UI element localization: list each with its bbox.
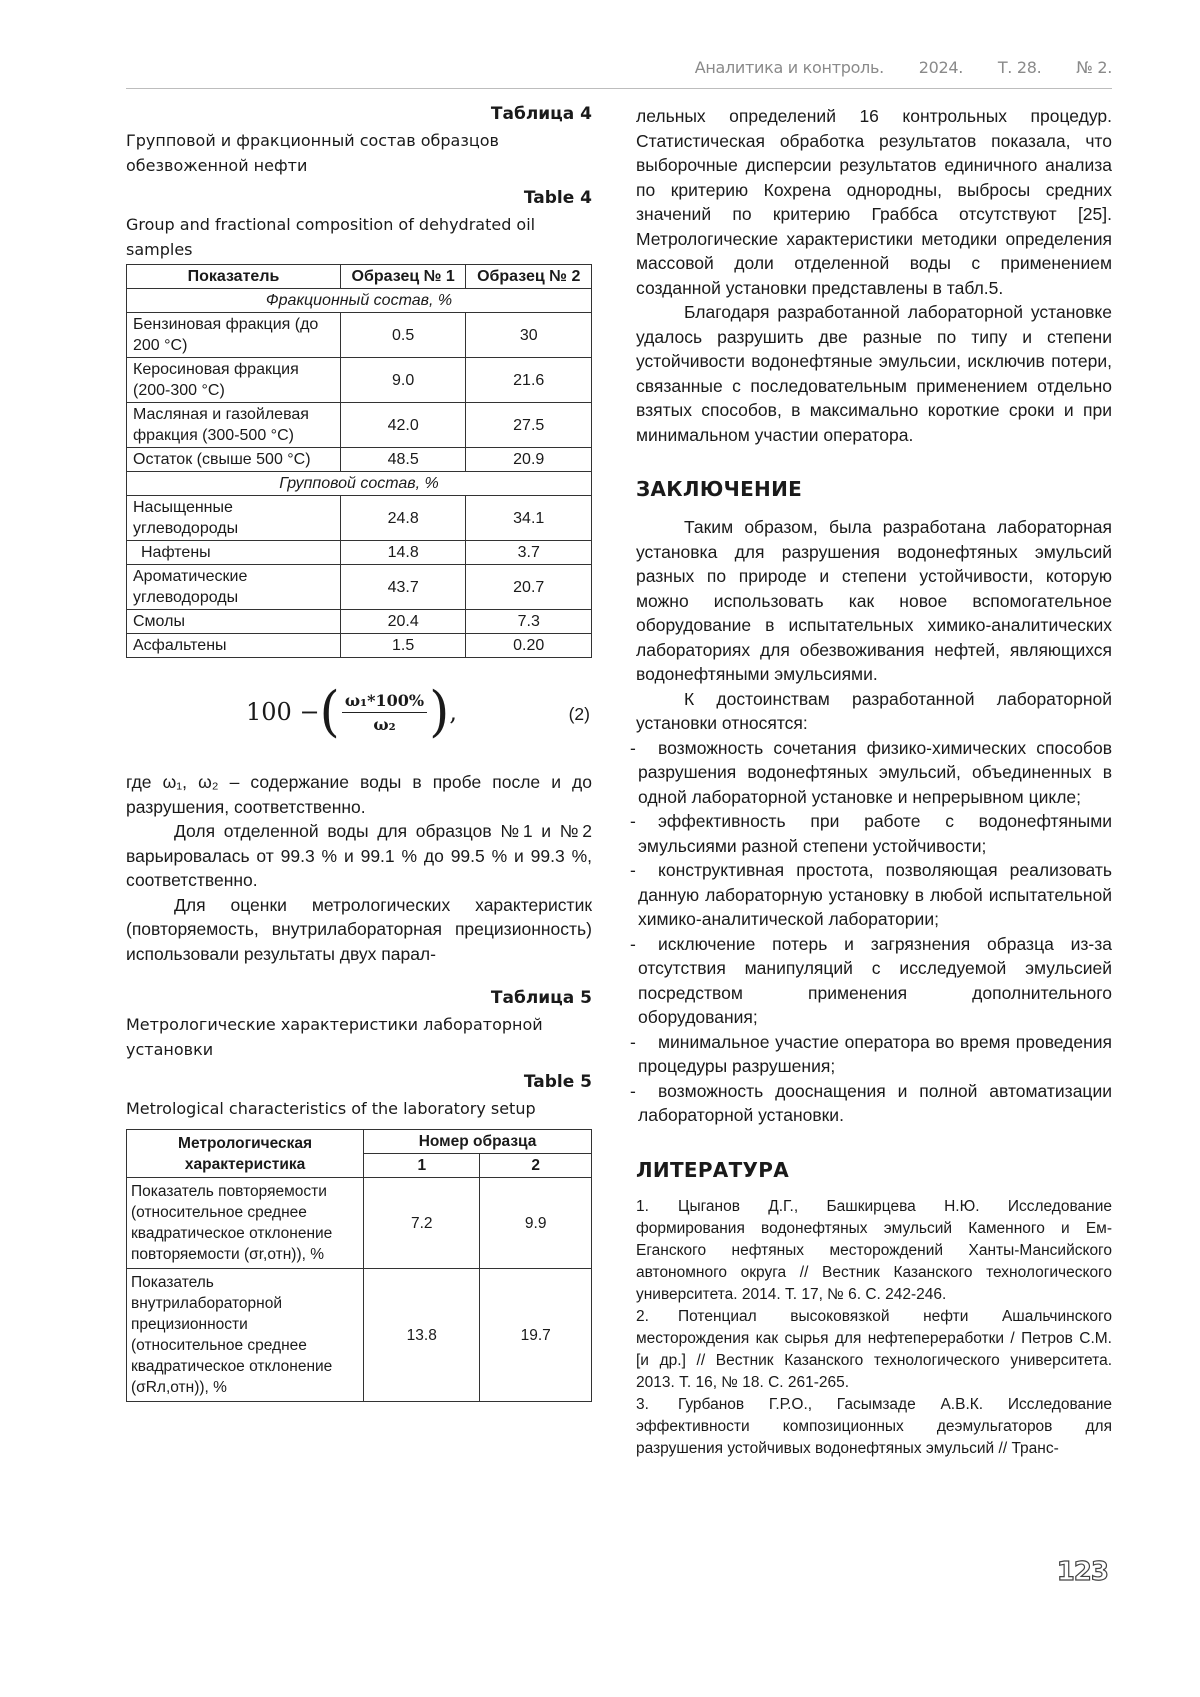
table-row [127,313,592,358]
formula-fraction [342,691,427,734]
table4 [126,264,592,658]
list-item: - эффективность при работе с водонефтяными эмульсиями разной степени устойчивости; [636,809,1112,858]
table5-header-col1: 1 [364,1154,480,1178]
cell-sample2: 3.7 [466,541,592,565]
table-row [127,634,592,658]
table5-caption-ru: Метрологические характеристики лабораторной установки [126,1015,543,1059]
row-label: Бензиновая фракция (до 200 °С) [127,313,341,358]
row-label: Остаток (свыше 500 °С) [127,448,341,472]
table4-group-heading: Групповой состав, % [127,472,592,496]
reference-item: 1. Цыганов Д.Г., Башкирцева Н.Ю. Исследование формирования водонефтяных эмульсий Каменного и Ем-Еганского нефтяных месторождений Ханты-Мансийского автономного округа // Вестник Казанского технологического университета. 2014. Т. 17, № 6. С. 242-246. [636,1197,1112,1303]
cell-sample1: 24.8 [340,496,466,541]
paragraph: К достоинствам разработанной лабораторной установки относятся: [636,688,1112,733]
cell-sample1: 7.2 [364,1178,480,1269]
cell-sample2: 0.20 [466,634,592,658]
references-list [636,1196,1112,1460]
left-column [126,104,592,1402]
journal-volume: Т. 28. [997,58,1042,77]
running-header [126,58,1112,89]
cell-sample1: 0.5 [340,313,466,358]
journal-year: 2024. [918,58,964,77]
list-item: - конструктивная простота, позволяющая реализовать данную лабораторную установку в любой испытательной химико-аналитической лаборатории; [636,858,1112,932]
paragraph: где ω₁, ω₂ – содержание воды в пробе после и до разрушения, соответственно. [126,772,592,817]
table-row [127,358,592,403]
cell-sample2: 20.7 [466,565,592,610]
row-label: Асфальтены [127,634,341,658]
table5-header-characteristic: Метрологическая характеристика [127,1130,364,1178]
cell-sample1: 20.4 [340,610,466,634]
journal-issue: № 2. [1076,58,1112,77]
cell-sample1: 48.5 [340,448,466,472]
table4-number-en: Table 4 [523,188,592,208]
table-row [127,403,592,448]
paragraph: Благодаря разработанной лабораторной установке удалось разрушить две разные по типу и степени устойчивости водонефтяные эмульсии, исключив потери, связанные с последовательным применением отдельно взятых способов, в максимально короткие сроки и при минимальном участии оператора. [636,302,1112,445]
paragraph: Доля отделенной воды для образцов №1 и №2 варьировалась от 99.3 % и 99.1 % до 99.5 % и 99.3 %, соответственно. [126,821,592,890]
table4-caption-en: Group and fractional composition of dehydrated oil samples [126,215,536,259]
cell-sample2: 21.6 [466,358,592,403]
table-row [127,496,592,541]
list-item: - минимальное участие оператора во время проведения процедуры разрушения; [636,1030,1112,1079]
table4-header-row [127,265,592,289]
table-row [127,610,592,634]
formula-tail: , [449,698,457,726]
equation-number: (2) [568,704,590,724]
conclusion-heading: ЗАКЛЮЧЕНИЕ [636,477,803,501]
paragraph: Для оценки метрологических характеристик (повторяемость, внутрилабораторная прецизионность) использовали результаты двух парал- [126,894,592,964]
references-heading: ЛИТЕРАТУРА [636,1157,789,1182]
table-row [127,1178,592,1269]
row-label: Показатель внутрилабораторной прецизионности (относительное среднее квадратическое отклонение (σRл,отн)), % [127,1269,364,1402]
row-label: Насыщенные углеводороды [127,496,341,541]
table4-header: Образец № 2 [466,265,592,289]
list-item: - возможность сочетания физико-химических способов разрушения водонефтяных эмульсий, объединенных в одной лабораторной установке и непрерывном цикле; [636,736,1112,810]
equation-2 [126,680,592,760]
table5-number-ru: Таблица 5 [490,988,592,1008]
cell-sample2: 27.5 [466,403,592,448]
table5-header-sample: Номер образца [364,1130,592,1154]
row-label: Керосиновая фракция (200-300 °С) [127,358,341,403]
formula-numerator: ω₁*100% [342,691,427,713]
row-label: Смолы [127,610,341,634]
table4-number-ru: Таблица 4 [490,104,592,124]
formula-lead: 100 − [246,698,320,726]
row-label: Нафтены [127,541,341,565]
left-paren: ( [319,680,340,744]
cell-sample2: 34.1 [466,496,592,541]
row-label: Показатель повторяемости (относительное среднее квадратическое отклонение повторяемости (σr,отн)), % [127,1178,364,1269]
list-item: - возможность дооснащения и полной автоматизации лабораторной установки. [636,1079,1112,1128]
table4-header: Образец № 1 [340,265,466,289]
table-row [127,565,592,610]
cell-sample1: 9.0 [340,358,466,403]
paragraph: Таким образом, была разработана лабораторная установка для разрушения водонефтяных эмульсий разных по природе и степени устойчивости, которую можно использовать как новое вспомогательное оборудование в испытательных химико-аналитических лабораториях для обезвоживания нефтей, являющихся водонефтяными эмульсиями. [636,517,1112,684]
table4-group-heading: Фракционный состав, % [127,289,592,313]
cell-sample2: 7.3 [466,610,592,634]
cell-sample1: 1.5 [340,634,466,658]
reference-item: 3. Гурбанов Г.Р.О., Гасымзаде А.В.К. Исследование эффективности композиционных деэмульгаторов для разрушения устойчивых водонефтяных эмульсий // Транс- [636,1395,1112,1457]
table4-caption-ru: Групповой и фракционный состав образцов обезвоженной нефти [126,131,499,175]
page-number: 123 [1056,1557,1108,1587]
table-row [127,541,592,565]
right-column [636,104,1112,1460]
cell-sample1: 14.8 [340,541,466,565]
table-row [127,448,592,472]
cell-sample2: 19.7 [480,1269,592,1402]
paragraph: лельных определений 16 контрольных процедур. Статистическая обработка результатов показала, что выборочные дисперсии результатов единичного анализа по критерию Кохрена однородны, выбросы средних значений по критерию Граббса отсутствуют [25]. Метрологические характеристики методики определения массовой доли отделенной воды с применением созданной установки представлены в табл.5. [636,106,1112,298]
cell-sample2: 20.9 [466,448,592,472]
cell-sample2: 9.9 [480,1178,592,1269]
reference-item: 2. Потенциал высоковязкой нефти Ашальчинского месторождения как сырья для нефтепереработки / Петров С.М. [и др.] // Вестник Казанского технологического университета. 2013. Т. 16, № 18. С. 261-265. [636,1307,1112,1391]
cell-sample1: 42.0 [340,403,466,448]
table5-header-col2: 2 [480,1154,592,1178]
table4-header: Показатель [127,265,341,289]
list-item: - исключение потерь и загрязнения образца из-за отсутствия манипуляций с исследуемой эмульсией посредством применения дополнительного оборудования; [636,932,1112,1030]
table5 [126,1129,592,1402]
row-label: Масляная и газойлевая фракция (300-500 °С) [127,403,341,448]
cell-sample1: 43.7 [340,565,466,610]
journal-name: Аналитика и контроль. [694,58,884,77]
formula-denominator: ω₂ [373,714,396,734]
table-row [127,1269,592,1402]
cell-sample2: 30 [466,313,592,358]
table5-caption-en: Metrological characteristics of the laboratory setup [126,1099,536,1118]
table5-number-en: Table 5 [523,1072,592,1092]
advantages-list [636,736,1112,1128]
right-paren: ) [429,680,450,744]
cell-sample1: 13.8 [364,1269,480,1402]
row-label: Ароматические углеводороды [127,565,341,610]
